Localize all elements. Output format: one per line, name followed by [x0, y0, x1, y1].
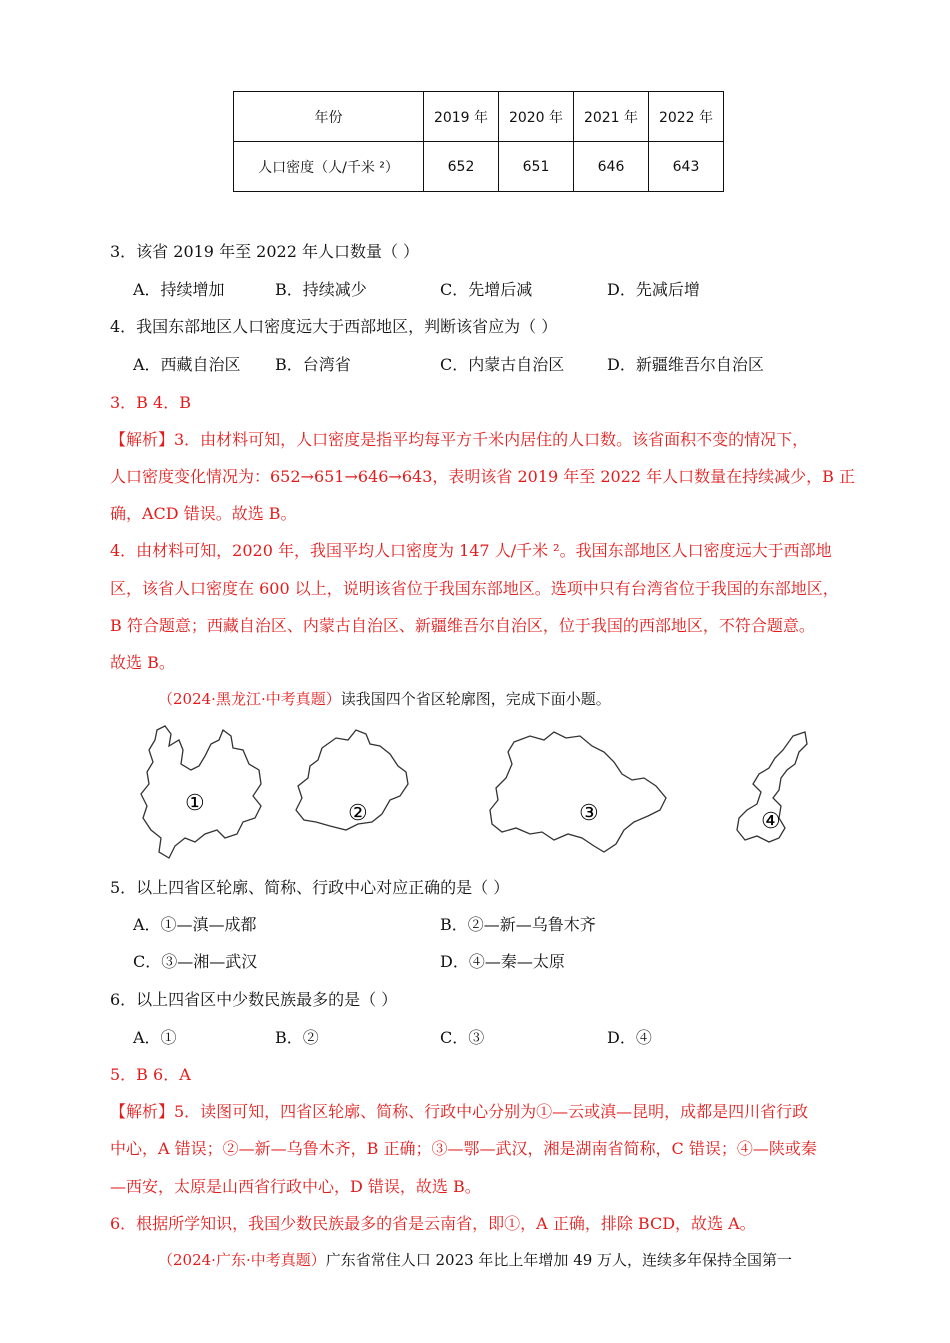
q4-option-c: C．内蒙古自治区	[440, 355, 565, 374]
question-6-stem: 6．以上四省区中少数民族最多的是（ ）	[110, 990, 398, 1009]
q5-option-b: B．②—新—乌鲁木齐	[440, 915, 596, 934]
question-3-stem: 3．该省 2019 年至 2022 年人口数量（ ）	[110, 242, 420, 261]
q6-option-b: B．②	[275, 1028, 319, 1047]
intro-text: 读我国四个省区轮廓图，完成下面小题。	[340, 690, 611, 708]
table-header-2020: 2020 年	[499, 92, 574, 142]
intro-next	[158, 1249, 792, 1270]
province-outline-shaanxi	[733, 730, 813, 854]
intro-5-6	[158, 688, 611, 709]
q5-option-a: A．①—滇—成都	[133, 915, 257, 934]
explanation-4-line: 区，该省人口密度在 600 以上，说明该省位于我国东部地区。选项中只有台湾省位于我国的东部地区，	[110, 579, 839, 598]
q4-option-d: D．新疆维吾尔自治区	[607, 355, 764, 374]
table-header-2022: 2022 年	[649, 92, 724, 142]
explanation-5-line: 【解析】5．读图可知，四省区轮廓、简称、行政中心分别为①—云或滇—昆明，成都是四川省行政	[110, 1102, 809, 1121]
q3-option-d: D．先减后增	[607, 280, 700, 299]
explanation-3-line: 确，ACD 错误。故选 B。	[110, 504, 297, 523]
table-header-row	[234, 92, 724, 142]
q3-option-a: A．持续增加	[133, 280, 225, 299]
source-tag: （2024·广东·中考真题）	[158, 1251, 326, 1269]
table-header-year: 年份	[234, 92, 424, 142]
table-cell: 646	[574, 142, 649, 192]
explanation-4-line: 4．由材料可知，2020 年，我国平均人口密度为 147 人/千米 ²。我国东部地区人口密度远大于西部地	[110, 541, 832, 560]
explanation-3-line: 人口密度变化情况为：652→651→646→643，表明该省 2019 年至 2022 年人口数量在持续减少，B 正	[110, 467, 856, 486]
source-tag: （2024·黑龙江·中考真题）	[158, 690, 341, 708]
map-label-3: ③	[579, 801, 599, 826]
explanation-5-line: —西安，太原是山西省行政中心，D 错误，故选 B。	[110, 1177, 481, 1196]
map-label-4: ④	[761, 809, 781, 834]
table-row-density	[234, 142, 724, 192]
explanation-3-line: 【解析】3．由材料可知，人口密度是指平均每平方千米内居住的人口数。该省面积不变的情况下，	[110, 430, 809, 449]
q6-option-d: D．④	[607, 1028, 652, 1047]
intro-text: 广东省常住人口 2023 年比上年增加 49 万人，连续多年保持全国第一	[325, 1251, 793, 1269]
answer-5-6: 5．B 6．A	[110, 1065, 191, 1084]
table-row-label: 人口密度（人/千米 ²）	[234, 142, 424, 192]
q6-option-a: A．①	[133, 1028, 177, 1047]
province-outline-hubei	[484, 728, 669, 860]
question-5-stem: 5．以上四省区轮廓、简称、行政中心对应正确的是（ ）	[110, 878, 510, 897]
table-header-2019: 2019 年	[424, 92, 499, 142]
q5-option-d: D．④—秦—太原	[440, 952, 565, 971]
province-outline-xinjiang	[292, 726, 417, 836]
explanation-6: 6．根据所学知识，我国少数民族最多的省是云南省，即①，A 正确，排除 BCD，故选 A。	[110, 1214, 756, 1233]
question-4-stem: 4．我国东部地区人口密度远大于西部地区，判断该省应为（ ）	[110, 317, 558, 336]
table-cell: 652	[424, 142, 499, 192]
q4-option-a: A．西藏自治区	[133, 355, 241, 374]
q4-option-b: B．台湾省	[275, 355, 351, 374]
answer-3-4: 3．B 4．B	[110, 393, 191, 412]
population-density-table	[233, 91, 724, 192]
map-label-2: ②	[348, 801, 368, 826]
province-outline-yunnan	[135, 722, 270, 862]
table-header-2021: 2021 年	[574, 92, 649, 142]
explanation-4-line: 故选 B。	[110, 653, 175, 672]
map-label-1: ①	[185, 791, 205, 816]
explanation-4-line: B 符合题意；西藏自治区、内蒙古自治区、新疆维吾尔自治区，位于我国的西部地区，不符合题意。	[110, 616, 815, 635]
q3-option-c: C．先增后减	[440, 280, 533, 299]
explanation-5-line: 中心，A 错误；②—新—乌鲁木齐，B 正确；③—鄂—武汉，湘是湖南省简称，C 错误；④—陕或秦	[110, 1139, 817, 1158]
table-cell: 643	[649, 142, 724, 192]
q3-option-b: B．持续减少	[275, 280, 367, 299]
q6-option-c: C．③	[440, 1028, 485, 1047]
q5-option-c: C．③—湘—武汉	[133, 952, 258, 971]
table-cell: 651	[499, 142, 574, 192]
